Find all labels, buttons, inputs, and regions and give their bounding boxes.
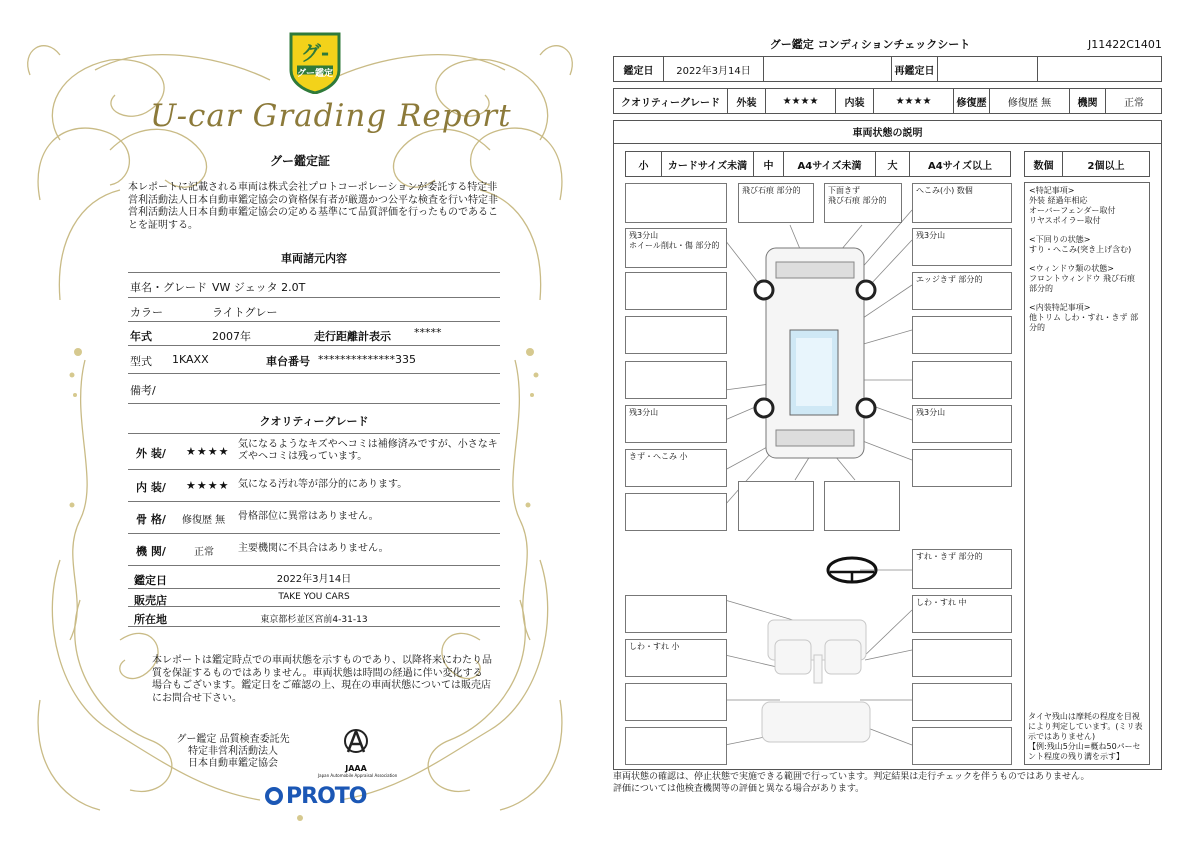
count-desc: 2個以上 (1087, 160, 1125, 172)
reinspect-label: 再鑑定日 (892, 57, 938, 81)
spec-row-color (128, 297, 500, 321)
note-window-head: <ウィンドウ類の状態> (1029, 264, 1114, 273)
grade-heading-row (128, 403, 500, 433)
grade-desc: 主要機関に不具合はありません。 (238, 543, 389, 554)
callout-box (625, 727, 727, 765)
date-label: 鑑定日 (134, 574, 167, 587)
proto-logo (265, 784, 366, 809)
chassis-label: 車台番号 (266, 355, 310, 368)
callout-box: 残3分山 ホイール削れ・傷 部分的 (625, 228, 727, 268)
shop-label: 販売店 (134, 594, 167, 607)
note-interior-body: 他トリム しわ・すれ・きず 部分的 (1029, 313, 1139, 332)
callout-box (912, 727, 1012, 765)
issuer-line: 日本自動車鑑定協会 (188, 758, 278, 769)
name-value: VW ジェッタ 2.0T (212, 281, 306, 294)
note-special-head: <特記事項> (1029, 186, 1075, 195)
address-value: 東京都杉並区宮前4-31-13 (260, 615, 368, 625)
callout-box: 残3分山 (625, 405, 727, 443)
callout-box (912, 449, 1012, 487)
address-row (128, 606, 500, 627)
jaaa-emblem-icon (342, 728, 370, 760)
grade-value: 正常 (194, 547, 214, 558)
repair-label: 修復歴 (954, 89, 990, 113)
grade-desc: 骨格部位に異常はありません。 (238, 511, 379, 522)
callout-box (912, 639, 1012, 677)
callout-box: きず・へこみ 小 (625, 449, 727, 487)
certificate-title: グー鑑定証 (269, 154, 330, 168)
callout-box (625, 683, 727, 721)
grade-value: ★★★★ (186, 479, 230, 492)
remarks-label: 備考/ (130, 384, 156, 397)
shop-value: TAKE YOU CARS (278, 592, 350, 602)
callout-box: へこみ(小) 数個 (912, 183, 1012, 223)
note-special-body: 外装 経過年相応 オーバーフェンダー取付 リヤスポイラー取付 (1029, 196, 1116, 225)
tyre-note: タイヤ残山は摩耗の程度を目視により判定しています。(ミリ表示ではありません) 【例:残山5分山=概ね50パーセント程度の残り溝を示す】 (1028, 712, 1143, 761)
date-value: 2022年3月14日 (276, 574, 352, 585)
proto-logo-text: PROTO (286, 784, 367, 809)
grade-label: 骨 格/ (136, 513, 166, 526)
grade-row-exterior (128, 433, 500, 469)
engine-label: 機関 (1070, 89, 1106, 113)
spec-row-name (128, 272, 500, 297)
repair-value: 修復歴 無 (990, 89, 1070, 113)
chassis-value: **************335 (318, 353, 416, 366)
grade-heading: クオリティーグレード (259, 415, 369, 428)
count-label: 数個 (1025, 152, 1063, 176)
inspect-date-label: 鑑定日 (614, 57, 664, 81)
grade-row-interior (128, 469, 500, 501)
name-label: 車名・グレード (130, 281, 207, 294)
special-notes-panel (1024, 182, 1150, 765)
callout-box (912, 683, 1012, 721)
jaaa-subtext: Japan Automobile Appraisal Association (318, 773, 398, 778)
interior-value: ★★★★ (874, 89, 954, 113)
callout-box: しわ・すれ 小 (625, 639, 727, 677)
note-interior (1029, 303, 1145, 333)
exterior-label: 外装 (728, 89, 766, 113)
jaaa-logo (318, 728, 398, 779)
note-special (1029, 186, 1145, 226)
callout-box (625, 272, 727, 310)
exterior-value: ★★★★ (766, 89, 836, 113)
callout-box (625, 595, 727, 633)
grade-label: 機 関/ (136, 545, 166, 558)
car-interior-icon (762, 620, 870, 742)
mileage-label: 走行距離計表示 (314, 330, 391, 343)
quality-label: クオリティーグレード (614, 89, 728, 113)
callout-box: 飛び石痕 部分的 (738, 183, 814, 223)
note-interior-head: <内装特記事項> (1029, 303, 1091, 312)
callout-box (625, 183, 727, 223)
car-top-view-icon (755, 248, 875, 458)
callout-box: 残3分山 (912, 228, 1012, 266)
issuer-line: 特定非営利活動法人 (188, 746, 278, 757)
explain-heading: 車両状態の説明 (613, 120, 1162, 144)
callout-box: エッジきず 部分的 (912, 272, 1012, 310)
grade-label: 内 装/ (136, 481, 166, 494)
note-under (1029, 235, 1145, 255)
note-window (1029, 264, 1145, 294)
model-label: 型式 (130, 355, 152, 368)
grade-value: ★★★★ (186, 445, 230, 458)
spec-row-remarks (128, 373, 500, 403)
grade-row-engine (128, 533, 500, 565)
specs-heading: 車両諸元内容 (281, 252, 347, 265)
address-label: 所在地 (134, 613, 167, 626)
callout-box (912, 361, 1012, 399)
jaaa-text: JAAA (345, 764, 367, 773)
color-label: カラー (130, 306, 163, 319)
size-small-desc: カードサイズ未満 (662, 152, 754, 176)
callout-box: しわ・すれ 中 (912, 595, 1012, 633)
spec-row-model (128, 345, 500, 373)
proto-mark-icon (265, 787, 283, 805)
year-value: 2007年 (212, 330, 251, 343)
note-under-head: <下回りの状態> (1029, 235, 1091, 244)
callout-box (625, 361, 727, 399)
callout-box: 下面きず 飛び石痕 部分的 (824, 183, 902, 223)
interior-label: 内装 (836, 89, 874, 113)
footer-line: 車両状態の確認は、停止状態で実施できる範囲で行っています。判定結果は走行チェックを伴うものではありません。 (613, 772, 1090, 782)
sheet-number: J11422C1401 (1088, 38, 1162, 51)
footer-line: 評価については他検査機関等の評価と異なる場合があります。 (613, 784, 865, 794)
certificate-notice: 本レポートは鑑定時点での車両状態を示すものであり、以降将来にわたり品質を保証するものではありません。車両状態は時間の経過に伴い変化する場合もございます。鑑定日をご確認の上、現在の車両状態については販売店にお問合せ下さい。 (152, 655, 492, 704)
callout-box (625, 316, 727, 354)
year-label: 年式 (130, 330, 152, 343)
callout-box: 残3分山 (912, 405, 1012, 443)
count-legend (1024, 151, 1150, 177)
callout-box: すれ・きず 部分的 (912, 549, 1012, 589)
size-large-label: 大 (876, 152, 910, 176)
grade-desc: 気になる汚れ等が部分的にあります。 (238, 479, 408, 490)
grade-value: 修復歴 無 (182, 515, 226, 526)
size-mid-desc: A4サイズ未満 (784, 152, 876, 176)
size-large-desc: A4サイズ以上 (928, 160, 992, 172)
badge-label: グー鑑定 (296, 69, 333, 79)
certificate-intro: 本レポートに記載される車両は株式会社プロトコーポレーションが委託する特定非営利活動法人日本自動車鑑定協会の資格保有者が厳選かつ公平な検査を行い特定非営利活動法人日本自動車鑑定協会の定める基準にて品質評価を行ったものであることを証明する。 (128, 182, 498, 231)
issuer-line: グー鑑定 品質検査委託先 (176, 734, 290, 745)
date-row (128, 565, 500, 588)
sheet-title: グー鑑定 コンディションチェックシート (769, 38, 971, 51)
callout-box (912, 316, 1012, 354)
inspect-date-value: 2022年3月14日 (664, 57, 764, 81)
callout-box (625, 493, 727, 531)
callout-box (738, 481, 814, 531)
script-title: U-car Grading Report (150, 98, 512, 134)
grade-label: 外 装/ (136, 447, 166, 460)
color-value: ライトグレー (212, 306, 278, 319)
grade-desc: 気になるようなキズやヘコミは補修済みですが、小さなキズやヘコミは残っています。 (238, 439, 498, 462)
issuer-block (158, 734, 308, 770)
model-value: 1KAXX (172, 353, 209, 366)
note-window-body: フロントウィンドウ 飛び石痕 部分的 (1029, 274, 1136, 293)
callout-box (824, 481, 900, 531)
engine-value: 正常 (1124, 97, 1144, 109)
sheet-footer (613, 771, 1193, 795)
spec-row-year (128, 321, 500, 345)
mileage-value: ***** (414, 326, 442, 339)
size-small-label: 小 (626, 152, 662, 176)
svg-text:グ-: グ- (300, 41, 330, 65)
note-under-body: すり・へこみ(突き上げ含む) (1029, 245, 1132, 254)
size-mid-label: 中 (754, 152, 784, 176)
shop-row (128, 588, 500, 606)
goo-kantei-badge-icon (287, 30, 343, 94)
grade-row-frame (128, 501, 500, 533)
